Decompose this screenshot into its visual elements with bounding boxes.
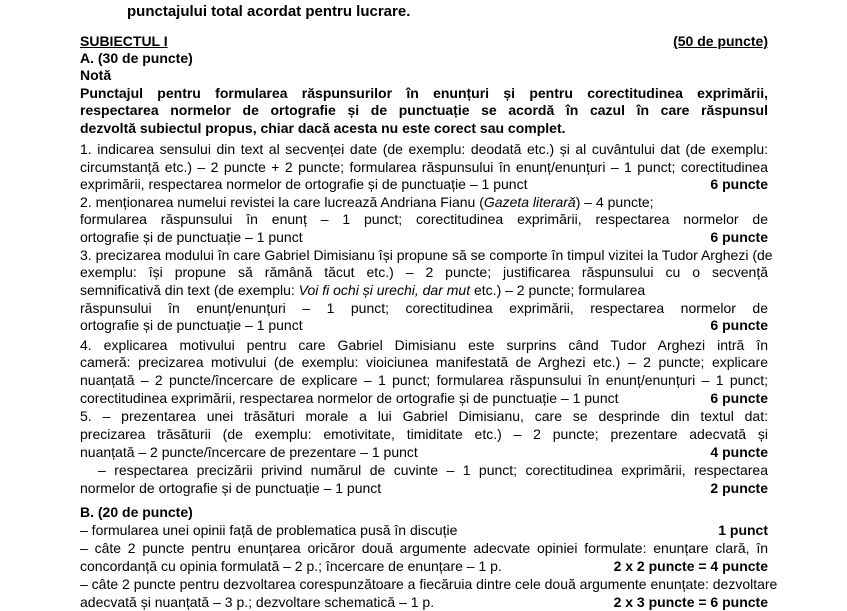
section-b-points-3: 2 x 2 puncte = 4 puncte [613, 558, 768, 574]
section-b-line-4: – câte 2 puncte pentru dezvoltarea corespunzătoare a fiecăruia dintre cele două argumente enunțate: dezvoltare [80, 576, 778, 592]
header-top-line: punctajului total acordat pentru lucrare. [127, 3, 411, 20]
section-b-line-3-text: concordanță cu opinia formulată – 2 p.; încercare de enunțare – 1 p. [80, 558, 502, 574]
item2-magazine-name: Gazeta literară [483, 194, 576, 210]
item5-line-3 [80, 443, 768, 461]
item3-line-3-a: semnificativă din text (de exemplu: [80, 282, 299, 298]
section-b-points-5: 2 x 3 puncte = 6 puncte [613, 594, 768, 610]
item4-line-4 [80, 389, 768, 407]
item2-line-1-a: 2. menționarea numelui revistei la care lucrează Andriana Fianu ( [80, 194, 484, 210]
section-b-line-1 [80, 521, 768, 539]
subject-title: SUBIECTUL I [80, 33, 168, 49]
section-b-line-1-text: – formularea unei opinii față de problematica pusă în discuție [80, 522, 458, 538]
item2-line-1-text [80, 193, 654, 211]
item3-line-4: răspunsului în enunț/enunțuri – 1 punct; corectitudinea exprimării, respectarea normelor de [80, 300, 768, 316]
item1-line-3 [80, 175, 768, 193]
section-b-title: B. (20 de puncte) [80, 504, 193, 520]
subject-points: (50 de puncte) [673, 33, 768, 49]
item1-line-1: 1. indicarea sensului din text al secvenței date (de exemplu: deodată etc.) și al cuvântului dat (de exemplu: [80, 141, 768, 157]
item1-points: 6 puncte [710, 176, 768, 192]
note-line-3: dezvoltă subiectul propus, chiar dacă acesta nu este corect sau complet. [80, 120, 566, 136]
item1-line-3-text: exprimării, respectarea normelor de ortografie și de punctuație – 1 punct [80, 176, 528, 192]
note-line-2: respectarea normelor de ortografie și de punctuație se acordă în cazul în care răspunsul [80, 102, 768, 118]
section-a-title: A. (30 de puncte) [80, 50, 193, 66]
item3-line-5-text: ortografie și de punctuație – 1 punct [80, 317, 303, 333]
item4-line-3: nuanțată – 2 puncte/încercare de explicare – 1 punct; formularea răspunsului în enunț/enunțuri – 1 punct; [80, 372, 768, 388]
section-b-points-1: 1 punct [718, 522, 768, 538]
item3-line-3-b: etc.) – 2 puncte; formularea [470, 282, 646, 298]
item3-line-3 [80, 281, 768, 299]
item2-line-3-text: ortografie și de punctuație – 1 punct [80, 229, 303, 245]
item2-line-3 [80, 228, 768, 246]
item5-line-3-text: nuanțată – 2 puncte/încercare de prezentare – 1 punct [80, 444, 418, 460]
item2-points: 6 puncte [710, 229, 768, 245]
item4-line-4-text: corectitudinea exprimării, respectarea normelor de ortografie și de punctuație – 1 punct [80, 390, 619, 406]
note-line-1: Punctajul pentru formularea răspunsurilor în enunțuri și pentru corectitudinea exprimării, [80, 85, 768, 101]
item3-line-1: 3. precizarea modului în care Gabriel Dimisianu își propune să se comporte în timpul vizitei la Tudor Arghezi (de [80, 247, 773, 263]
item5-line-5 [80, 479, 768, 497]
item5-line-5-text: normelor de ortografie și de punctuație – 1 punct [80, 480, 382, 496]
item1-line-2: circumstanță etc.) – 2 puncte + 2 puncte; formularea răspunsului în enunț/enunțuri – 1 punct; corectitudinea [80, 159, 768, 175]
item5-line-1: 5. – prezentarea unei trăsături morale a lui Gabriel Dimisianu, care se desprinde din textul dat: [80, 408, 768, 424]
item5-line-2: precizarea trăsăturii (de exemplu: emotivitate, timiditate etc.) – 2 puncte; prezentare adecvată și [80, 426, 768, 442]
item3-quote: Voi fi ochi și urechi, dar mut [298, 282, 471, 298]
item4-line-2: cameră: precizarea motivului (de exemplu: vioiciunea manifestată de Arghezi etc.) – 2 puncte; explicare [80, 354, 768, 370]
item2-line-2: formularea răspunsului în enunț – 1 punct; corectitudinea exprimării, respectarea normelor de [80, 211, 768, 227]
item4-line-1: 4. explicarea motivului pentru care Gabriel Dimisianu este surprins când Tudor Arghezi intră în [80, 337, 768, 353]
section-b-line-5 [80, 593, 768, 611]
note-title: Notă [80, 67, 112, 83]
item3-line-2: exemplu: își propune să rămână tăcut etc.) – 2 puncte; justificarea răspunsului cu o secvență [80, 264, 768, 280]
item5-line-4: – respectarea precizării privind numărul de cuvinte – 1 punct; corectitudinea exprimării, respectarea [98, 462, 768, 478]
item2-line-1 [80, 193, 768, 211]
item2-line-1-b: ) – 4 puncte; [575, 194, 654, 210]
item4-points: 6 puncte [710, 390, 768, 406]
section-b-line-5-text: adecvată și nuanțată – 3 p.; dezvoltare schematică – 1 p. [80, 594, 435, 610]
item5-points-b: 2 puncte [710, 480, 768, 496]
section-b-line-2: – câte 2 puncte pentru enunțarea oricăror două argumente adecvate opiniei formulate: enunțare clară, în [80, 540, 768, 556]
item3-line-3-text [80, 281, 645, 299]
item3-points: 6 puncte [710, 317, 768, 333]
section-b-line-3 [80, 557, 768, 575]
item3-line-5 [80, 316, 768, 334]
item5-points-a: 4 puncte [710, 444, 768, 460]
subject-heading [80, 32, 768, 50]
